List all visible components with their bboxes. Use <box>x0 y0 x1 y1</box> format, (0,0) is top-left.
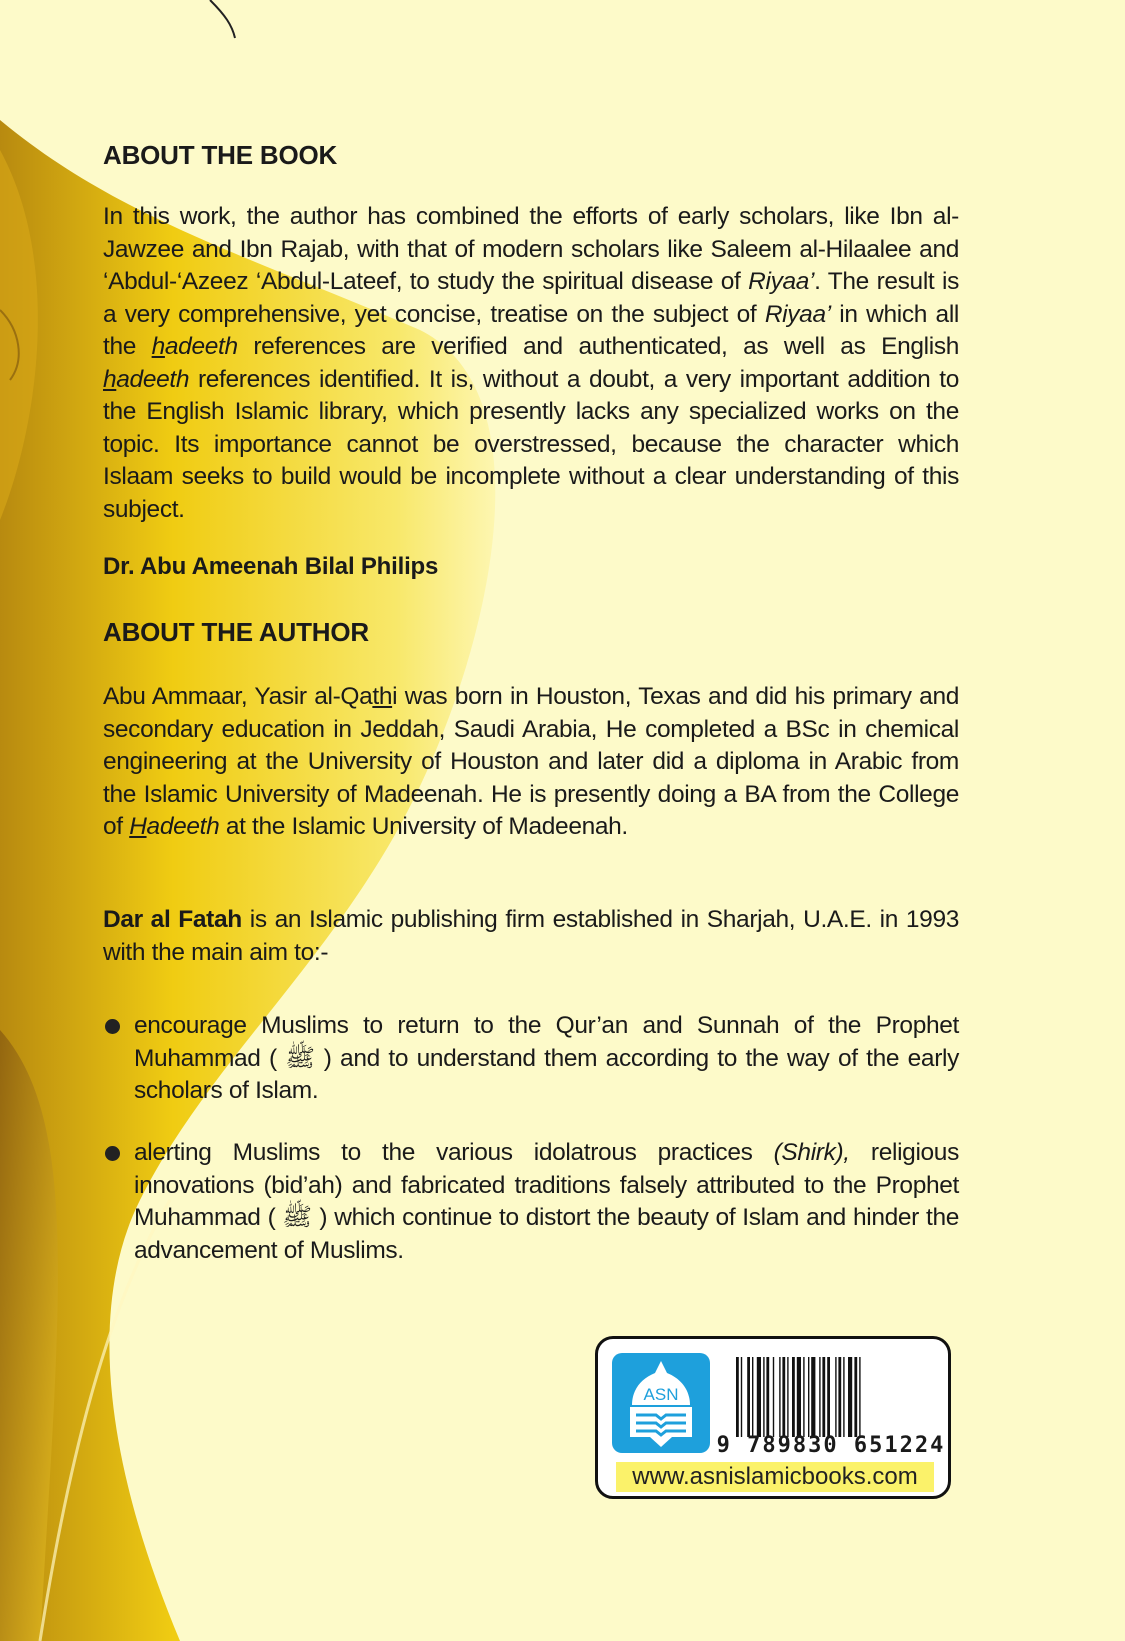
barcode-bar <box>787 1357 788 1437</box>
barcode-bar <box>819 1357 820 1437</box>
isbn-barcode-box <box>595 1336 951 1499</box>
barcode-bar <box>782 1357 785 1437</box>
text-segment: Riyaa’ <box>764 300 831 328</box>
barcode-bar <box>741 1357 742 1437</box>
about-author-heading: ABOUT THE AUTHOR <box>103 617 369 647</box>
text-segment: at the Islamic University of Madeenah. <box>219 813 628 840</box>
barcode-bar <box>854 1357 857 1437</box>
barcode-bar <box>859 1357 860 1437</box>
barcode-bar <box>811 1357 815 1437</box>
barcode-bar <box>843 1357 844 1437</box>
publisher-paragraph <box>103 904 959 969</box>
aim-bullet-1 <box>103 1010 959 1108</box>
text-segment: alerting Muslims to the various idolatrous practices <box>134 1139 774 1166</box>
barcode-bar <box>792 1357 795 1437</box>
about-book-heading: ABOUT THE BOOK <box>103 140 338 170</box>
text-segment: th <box>372 683 393 710</box>
text-segment: references are verified and authenticated, as well as English <box>237 333 959 360</box>
bullet-dot-icon <box>105 1146 120 1161</box>
barcode-bar <box>736 1357 739 1437</box>
reviewer-name: Dr. Abu Ameenah Bilal Philips <box>103 553 439 580</box>
text-segment: religious innovations (bid’ah) and fabricated traditions falsely attributed to the Prophet Muhammad ( ﷺ ) which continue to distort the beauty of Islam and hinder the advancement of Muslims. <box>134 1139 960 1264</box>
barcode-bar <box>835 1357 836 1437</box>
text-segment: i was born in Houston, Texas and did his primary and secondary education in Jeddah, Saudi Arabia, He completed a BSc in chemical engineering at the University of Houston and later did a diploma in Arabic from the Islamic University of Madeenah. He is presently doing a BA from the College of <box>103 683 960 840</box>
barcode-bar <box>808 1357 809 1437</box>
aim-text <box>134 1137 959 1267</box>
text-segment: is an Islamic publishing firm established in Sharjah, U.A.E. in 1993 with the main aim to:- <box>103 906 960 966</box>
barcode-bar <box>797 1357 801 1437</box>
barcode-bar <box>779 1357 780 1437</box>
barcode-bar <box>757 1357 761 1437</box>
barcode-bar <box>747 1357 750 1437</box>
barcode-bar <box>803 1357 804 1437</box>
barcode-bar <box>827 1357 830 1437</box>
asn-logo <box>612 1353 710 1453</box>
aim-bullet-2 <box>103 1137 959 1267</box>
text-segment: (Shirk), <box>773 1139 850 1166</box>
barcode-bar <box>838 1357 841 1437</box>
text-segment: Riyaa’ <box>748 268 815 295</box>
text-segment: adeeth <box>164 333 238 360</box>
svg-text:ASN: ASN <box>643 1385 679 1404</box>
text-segment: adeeth <box>146 813 220 840</box>
text-segment: H <box>129 813 147 840</box>
barcode-bar <box>763 1357 764 1437</box>
text-segment: In this work, the author has combined the efforts of early scholars, like Ibn al-Jawzee and Ibn Rajab, with that of modern scholars like Saleem al-Hilaalee and ‘Abdul-‘Azeez ‘Abdul-Lateef, to study the spiritual disease of <box>103 203 959 295</box>
about-book-paragraph <box>103 201 959 526</box>
about-author-paragraph <box>103 681 959 844</box>
barcode-bar <box>848 1357 852 1437</box>
text-segment: Dar al Fatah <box>103 906 242 933</box>
text-segment: h <box>151 333 165 360</box>
text-segment: in which all the <box>103 300 959 360</box>
isbn-number: 9 789830 651224 <box>716 1433 946 1458</box>
barcode-bar <box>822 1357 825 1437</box>
barcode-bar <box>752 1357 753 1437</box>
bullet-dot-icon <box>105 1019 120 1034</box>
barcode <box>734 1357 940 1437</box>
barcode-bar <box>766 1357 769 1437</box>
barcode-bar <box>773 1357 774 1437</box>
aim-text <box>134 1010 959 1108</box>
text-segment: adeeth <box>116 365 190 393</box>
text-segment: Abu Ammaar, Yasir al-Qa <box>103 683 373 710</box>
text-segment: h <box>103 365 117 393</box>
text-segment: references identified. It is, without a doubt, a very important addition to the English Islamic library, which presently lacks any specialized works on the topic. Its importance cannot be overstressed, because the character which Islaam seeks to build would be incomplete without a clear understanding of this subject. <box>103 365 959 523</box>
publisher-website-link[interactable]: www.asnislamicbooks.com <box>616 1462 934 1492</box>
text-segment: . The result is a very comprehensive, yet concise, treatise on the subject of <box>103 268 960 328</box>
text-segment: encourage Muslims to return to the Qur’an and Sunnah of the Prophet Muhammad ( ﷺ ) and to understand them according to the way of the early scholars of Islam. <box>134 1012 959 1104</box>
